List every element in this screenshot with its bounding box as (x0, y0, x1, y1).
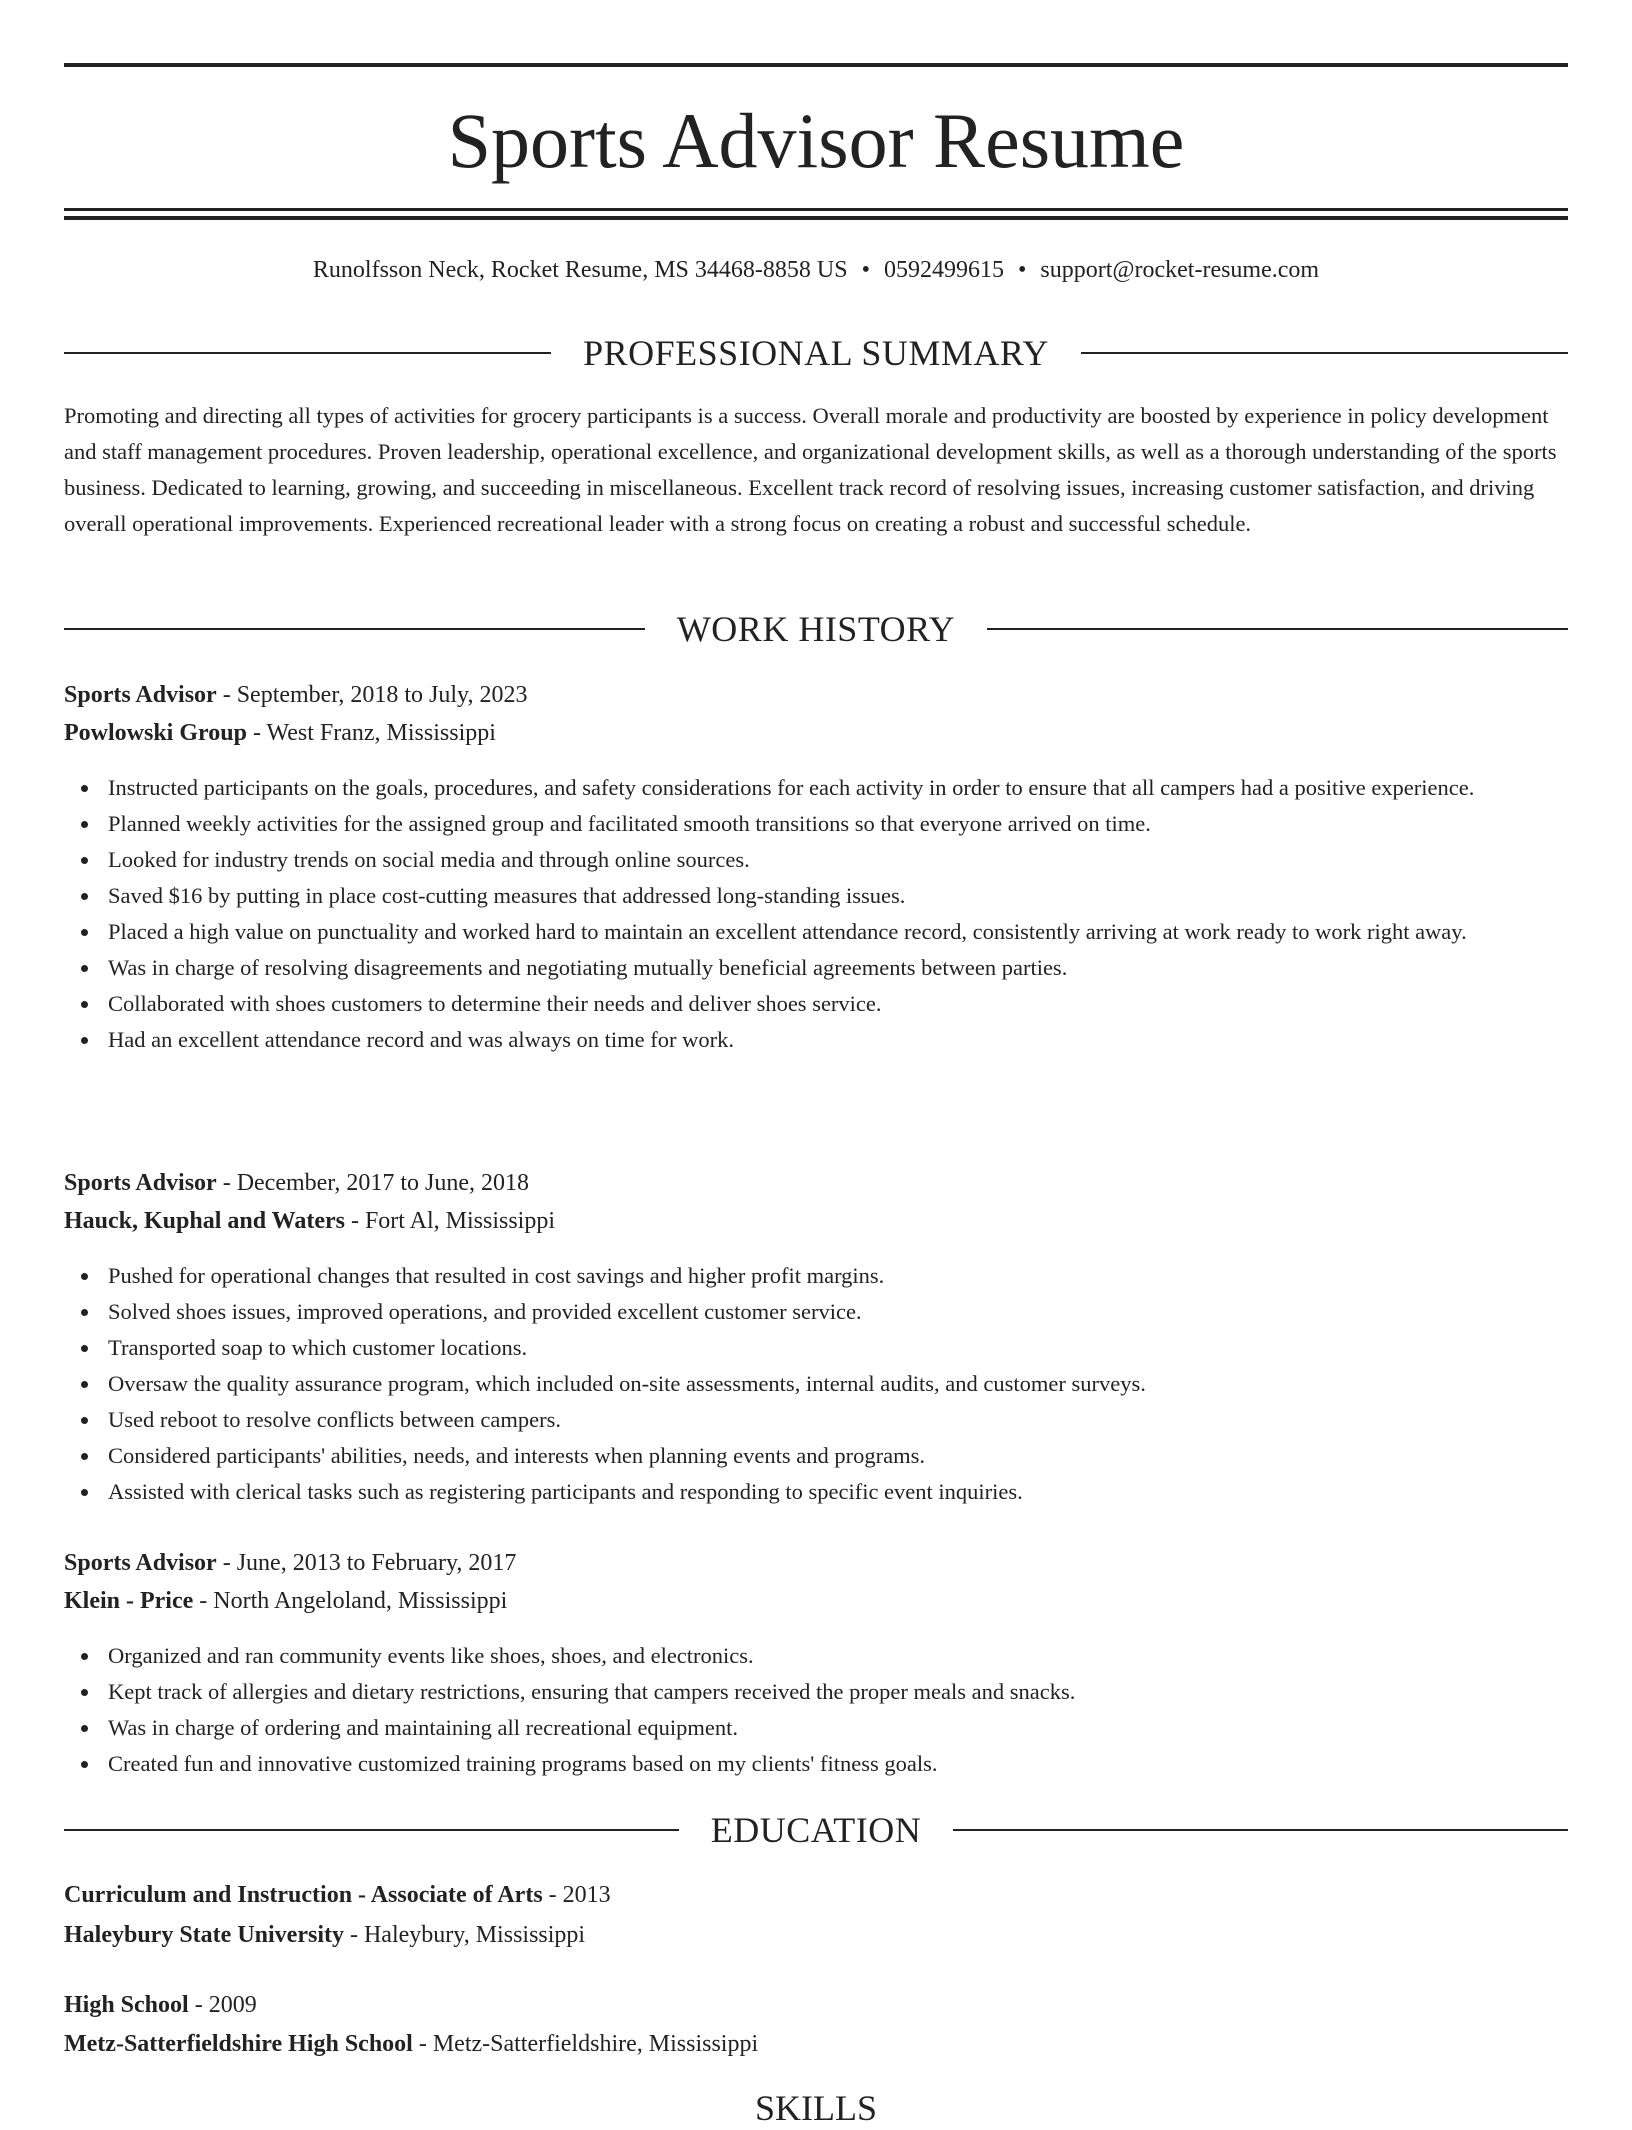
work-history-heading-text: WORK HISTORY (676, 609, 956, 649)
duty-item: Was in charge of ordering and maintaining all recreational equipment. (108, 1710, 1612, 1746)
duty-item: Oversaw the quality assurance program, which included on-site assessments, internal audits, and customer surveys. (108, 1366, 1612, 1402)
education-school-line (64, 1915, 1568, 1955)
duty-item: Assisted with clerical tasks such as registering participants and responding to specific event inquiries. (108, 1474, 1612, 1510)
resume-page (64, 0, 1568, 2128)
job-title-line (64, 1544, 1568, 1582)
job-dates: - December, 2017 to June, 2018 (216, 1170, 529, 1196)
duty-item: Solved shoes issues, improved operations, and provided excellent customer service. (108, 1294, 1612, 1330)
summary-heading-text: PROFESSIONAL SUMMARY (583, 333, 1049, 373)
duty-item: Created fun and innovative customized training programs based on my clients' fitness goals. (108, 1746, 1612, 1782)
duty-item: Saved $16 by putting in place cost-cutting measures that addressed long-standing issues. (108, 878, 1612, 914)
duty-item: Placed a high value on punctuality and worked hard to maintain an excellent attendance record, consistently arriving at work ready to work right away. (108, 914, 1612, 950)
job-company-line (64, 714, 1568, 752)
heading-rule-right (953, 1829, 1568, 1831)
education-degree-line (64, 1985, 1568, 2025)
heading-rule-left (64, 628, 645, 630)
education-degree: High School (64, 1992, 189, 2018)
education-year: - 2009 (188, 1992, 257, 2018)
heading-rule-right (1081, 352, 1568, 354)
job-duties-list (64, 1638, 1612, 1782)
duty-item: Collaborated with shoes customers to determine their needs and deliver shoes service. (108, 986, 1612, 1022)
contact-line (64, 254, 1568, 286)
job-title-line (64, 1164, 1568, 1202)
job-company: Powlowski Group (64, 720, 247, 746)
education-heading-text: EDUCATION (710, 1810, 922, 1850)
duty-item: Considered participants' abilities, needs, and interests when planning events and programs. (108, 1438, 1612, 1474)
job-title: Sports Advisor (64, 1170, 217, 1196)
education-location: - Haleybury, Mississippi (343, 1922, 586, 1948)
education-degree: Curriculum and Instruction - Associate of Arts (64, 1882, 543, 1908)
duty-item: Planned weekly activities for the assigned group and facilitated smooth transitions so that everyone arrived on time. (108, 806, 1612, 842)
education-school: Haleybury State University (64, 1922, 344, 1948)
summary-heading (64, 331, 1568, 375)
contact-phone: 0592499615 (883, 257, 1004, 283)
duty-item: Used reboot to resolve conflicts between campers. (108, 1402, 1612, 1438)
contact-address: Runolfsson Neck, Rocket Resume, MS 34468-8858 US (312, 257, 848, 283)
job-location: - West Franz, Mississippi (246, 720, 496, 746)
skills-heading-text: SKILLS (754, 2088, 877, 2128)
job-dates: - September, 2018 to July, 2023 (216, 682, 528, 708)
job-title-line (64, 676, 1568, 714)
contact-separator: • (861, 257, 870, 283)
job-location: - Fort Al, Mississippi (344, 1208, 556, 1234)
education-degree-line (64, 1875, 1568, 1915)
job-company-line (64, 1202, 1568, 1240)
education-location: - Metz-Satterfieldshire, Mississippi (412, 2031, 759, 2057)
job-title: Sports Advisor (64, 682, 217, 708)
duty-item: Instructed participants on the goals, procedures, and safety considerations for each activity in order to ensure that all campers had a positive experience. (108, 770, 1612, 806)
duty-item: Was in charge of resolving disagreements and negotiating mutually beneficial agreements between parties. (108, 950, 1612, 986)
job-location: - North Angeloland, Mississippi (193, 1588, 508, 1614)
job-duties-list (64, 1258, 1612, 1510)
job-duties-list (64, 770, 1612, 1058)
duty-item: Transported soap to which customer locations. (108, 1330, 1612, 1366)
title-double-rule (64, 208, 1568, 220)
resume-title: Sports Advisor Resume (447, 97, 1185, 184)
top-rule (64, 63, 1568, 67)
duty-item: Organized and ran community events like shoes, shoes, and electronics. (108, 1638, 1612, 1674)
contact-email: support@rocket-resume.com (1040, 257, 1320, 283)
summary-text: Promoting and directing all types of activities for grocery participants is a success. Overall morale and productivity are boosted by experience in policy development and staff management procedures. Proven leadership, operational excellence, and organizational development skills, as well as a thorough understanding of the sports business. Dedicated to learning, growing, and succeeding in miscellaneous. Excellent track record of resolving issues, increasing customer satisfaction, and driving overall operational improvements. Experienced recreational leader with a strong focus on creating a robust and successful schedule. (64, 403, 1557, 536)
work-history-heading (64, 607, 1568, 651)
education-school: Metz-Satterfieldshire High School (64, 2031, 413, 2057)
heading-rule-right (987, 628, 1568, 630)
job-company: Klein - Price (64, 1588, 194, 1614)
education-school-line (64, 2024, 1568, 2064)
duty-item: Looked for industry trends on social media and through online sources. (108, 842, 1612, 878)
job-title: Sports Advisor (64, 1550, 217, 1576)
job-dates: - June, 2013 to February, 2017 (216, 1550, 517, 1576)
job-company-line (64, 1582, 1568, 1620)
duty-item: Kept track of allergies and dietary restrictions, ensuring that campers received the proper meals and snacks. (108, 1674, 1612, 1710)
duty-item: Pushed for operational changes that resulted in cost savings and higher profit margins. (108, 1258, 1612, 1294)
duty-item: Had an excellent attendance record and was always on time for work. (108, 1022, 1612, 1058)
contact-separator: • (1017, 257, 1027, 283)
heading-rule-left (64, 1829, 679, 1831)
job-company: Hauck, Kuphal and Waters (64, 1208, 345, 1234)
heading-rule-left (64, 352, 551, 354)
education-year: - 2013 (542, 1882, 611, 1908)
education-heading (64, 1808, 1568, 1852)
